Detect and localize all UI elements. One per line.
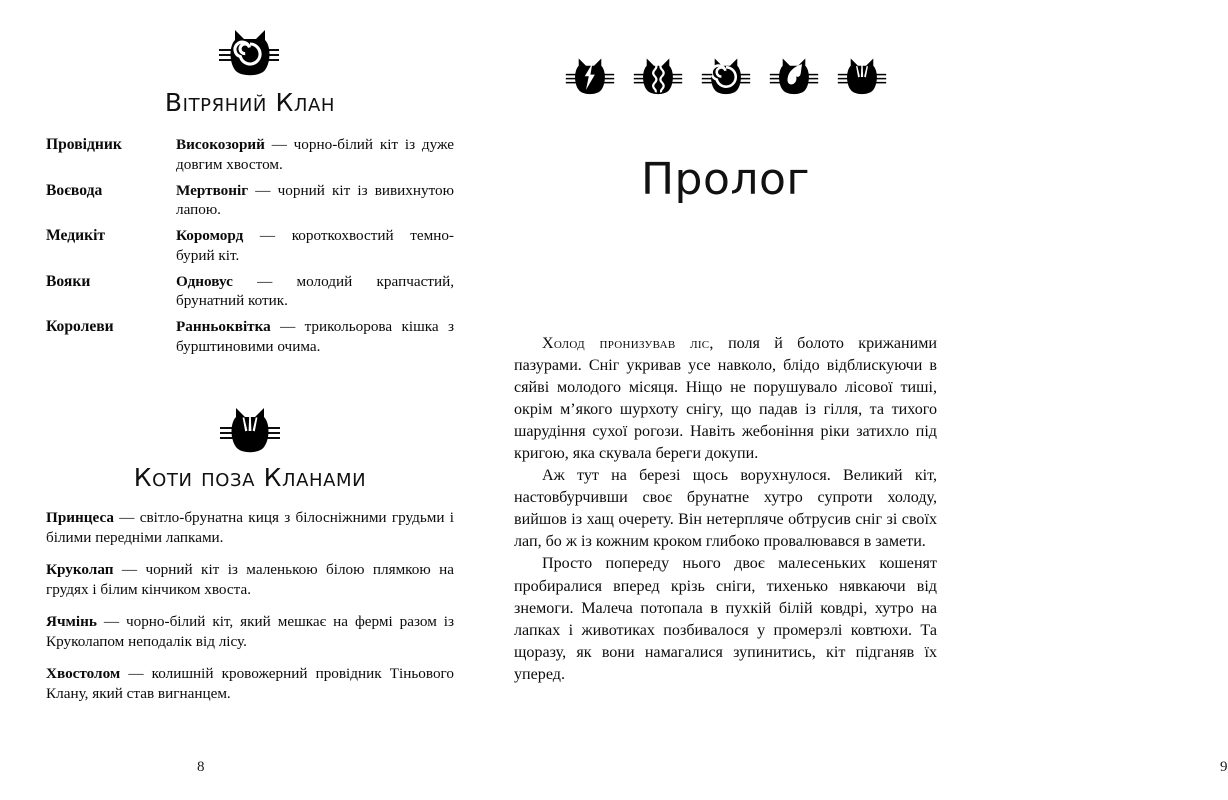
table-row — [46, 272, 454, 318]
cat-description: — чорно-білий кіт із дуже довгим хвостом. — [176, 136, 454, 173]
cat-name: Ранньоквітка — [176, 318, 271, 335]
loners-title: Коти поза Кланами — [133, 462, 367, 492]
cat-head-spiral-icon — [219, 26, 281, 82]
cat-head-leaf-icon — [769, 52, 819, 102]
cat-description: — короткохвостий темно-бурий кіт. — [176, 227, 454, 264]
cat-name: Принцеса — [46, 508, 114, 526]
list-item — [46, 664, 454, 704]
table-row — [46, 135, 454, 181]
cat-name: Круколап — [46, 560, 114, 578]
cat-head-lightning-icon — [565, 52, 615, 102]
roster-description — [176, 135, 454, 181]
cat-name: Ячмінь — [46, 612, 97, 630]
loners-list — [46, 508, 454, 705]
cat-head-tulip-icon — [219, 405, 281, 457]
roster-role: Медикіт — [46, 227, 106, 244]
left-page — [0, 0, 484, 800]
prologue-body — [514, 333, 937, 686]
loners-emblem — [46, 405, 454, 457]
paragraph: Аж тут на березі щось ворухнулося. Великий кіт, настовбурчивши своє брунатне хутро супроти холоду, вийшов із хащ очерету. Він нетерпляче обтрусив сніг зі своїх лап, бо ж із кожним кроком глибоко провалювався в замети. — [514, 467, 937, 551]
list-item — [46, 560, 454, 600]
table-row — [46, 226, 454, 272]
cat-description: — чорний кіт із вивихнутою лапою. — [176, 181, 454, 219]
clan-title: Вітряний Клан — [164, 88, 336, 117]
cat-name: Короморд — [176, 227, 244, 244]
roster-role: Провідник — [46, 136, 122, 153]
cat-description: — чорно-білий кіт, який мешкає на фермі разом із Круколапом неподалік від лісу. — [46, 612, 454, 650]
windclan-emblem — [46, 26, 454, 82]
roster-role: Королеви — [46, 318, 114, 335]
cat-description: — молодий крапчастий, брунатний котик. — [176, 272, 454, 310]
right-page — [484, 0, 1228, 800]
cat-name: Одновус — [176, 272, 233, 290]
list-item — [46, 508, 454, 548]
roster-description — [176, 272, 454, 318]
roster-description — [176, 317, 454, 363]
roster-description — [176, 181, 454, 227]
roster-description — [176, 226, 454, 272]
cat-name: Високозорий — [176, 136, 265, 153]
cat-head-tulip-icon — [837, 52, 887, 102]
paragraph — [514, 333, 937, 465]
cat-description: — колишній кровожерний провідник Тіньового Клану, який став вигнанцем. — [46, 664, 454, 702]
cat-description: — світло-брунатна киця з білосніжними грудьми і білими передніми лапками. — [46, 508, 454, 546]
list-item — [46, 612, 454, 652]
paragraph: Просто попереду нього двоє малесеньких кошенят пробиралися вперед крізь сніги, тихенько нявкаючи від знемоги. Малеча потопала в пухкій білій ковдрі, хутро на лапках і животиках позбивалося у промерзлі ковтюхи. Та щоразу, як вони намагалися зупинитись, кіт підганяв їх уперед. — [514, 555, 937, 683]
page-number-right: 9 — [1220, 759, 1228, 775]
cat-name: Хвостолом — [46, 664, 121, 682]
cat-description: — трикольорова кішка з бурштиновими очима. — [176, 318, 454, 355]
roster-role: Воєвода — [46, 181, 103, 199]
table-row — [46, 317, 454, 363]
chapter-title: Пролог — [640, 154, 811, 205]
roster-role: Вояки — [46, 272, 91, 290]
opening-line: Холод пронизував ліс, — [542, 335, 714, 352]
cat-head-spiral-icon — [701, 52, 751, 102]
table-row — [46, 181, 454, 227]
cat-name: Мертвоніг — [176, 181, 249, 199]
clan-emblem-row — [514, 52, 937, 102]
paragraph-text: поля й болото крижаними пазурами. Сніг укривав усе навколо, блідо відблискуючи в сяйві молодого місяця. Ніщо не порушувало лісової тиші, окрім м’якого шурхоту снігу, що падав із гілля, та тихого шарудіння сухої рогози. Навіть жебоніння ріки затихло під кригою, яка скувала береги докупи. — [514, 335, 938, 463]
clan-roster-table — [46, 135, 454, 363]
page-number-left: 8 — [197, 759, 205, 775]
cat-description: — чорний кіт із маленькою білою плямкою на грудях і білим кінчиком хвоста. — [46, 560, 454, 598]
cat-head-zigzag-icon — [633, 52, 683, 102]
